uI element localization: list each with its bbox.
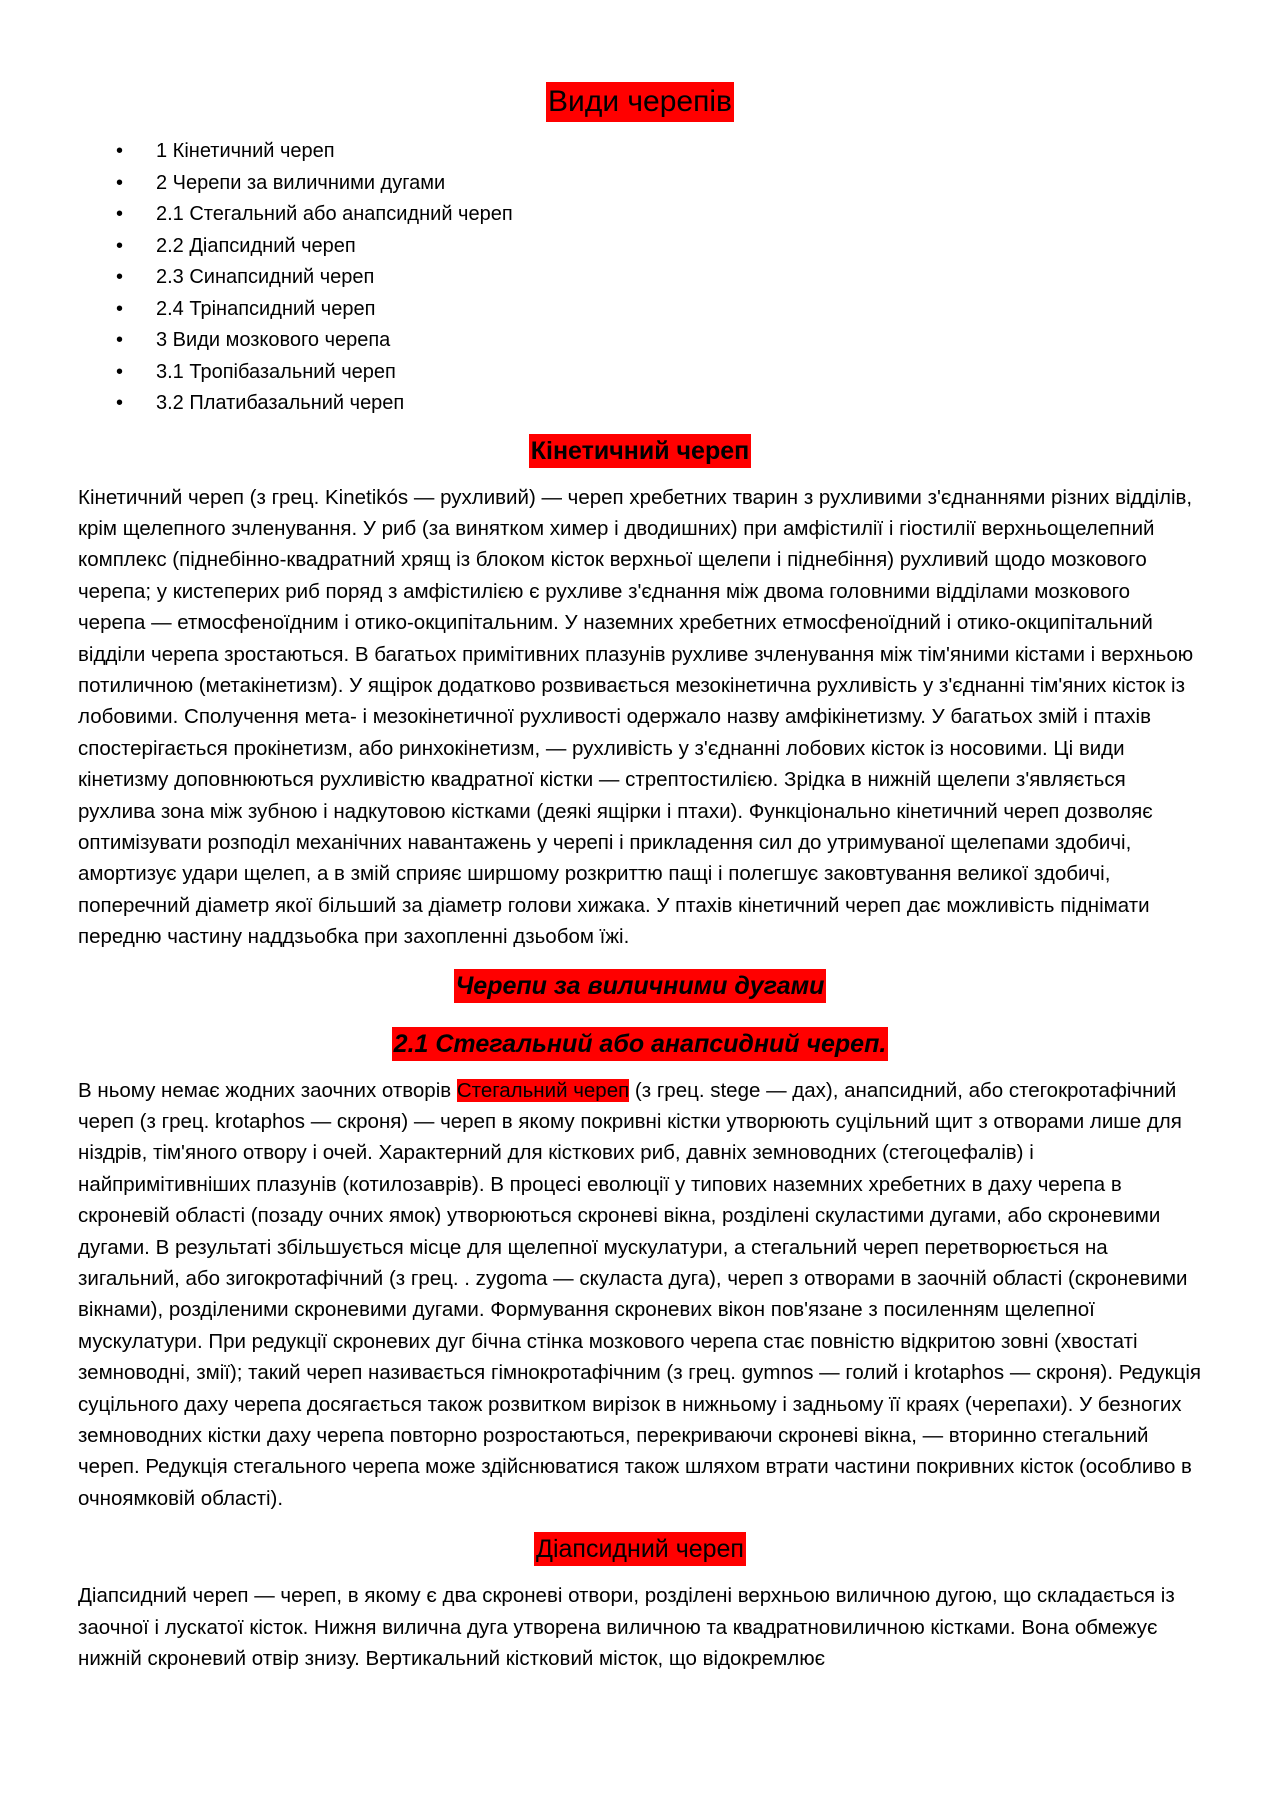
section-heading-diapsid: Діапсидний череп — [534, 1532, 746, 1566]
toc-item[interactable]: • 2.2 Діапсидний череп — [156, 231, 1202, 263]
toc-item[interactable]: • 2.3 Синапсидний череп — [156, 262, 1202, 294]
anapsid-highlight: Стегальний череп — [456, 1078, 630, 1102]
document-page — [78, 0, 1202, 1675]
kinetic-paragraph: Кінетичний череп (з грец. Kinetikós — рухливий) — череп хребетних тварин з рухливими з'єднаннями різних відділів, крім щелепного зчленування. У риб (за винятком химер і дводишних) при амфістилії і гіостилії верхньощелепний комплекс (піднебінно-квадратний хрящ із блоком кісток верхньої щелепи і піднебіння) рухливий щодо мозкового черепа; у кистеперих риб поряд з амфістилією є рухливе з'єднання між двома головними відділами мозкового черепа — етмосфеноїдним і отико-окципітальним. У наземних хребетних етмосфеноїдний і отико-окципітальний відділи черепа зростаються. В багатьох примітивних плазунів рухливе зчленування між тім'яними кістами і верхньою потиличною (метакінетизм). У ящірок додатково розвивається мезокінетична рухливість у з'єднанні тім'яних кісток із лобовими. Сполучення мета- і мезокінетичної рухливості одержало назву амфікінетизму. У багатьох змій і птахів спостерігається прокінетизм, або ринхокінетизм, — рухливість у з'єднанні лобових кісток із носовими. Ці види кінетизму доповнюються рухливістю квадратної кістки — стрептостилією. Зрідка в нижній щелепи з'являється рухлива зона між зубною і надкутовою кістками (деякі ящірки і птахи). Функціонально кінетичний череп дозволяє оптимізувати розподіл механічних навантажень у черепі і прикладення сил до утримуваної щелепами здобичі, амортизує удари щелеп, а в змій сприяє ширшому розкриттю пащі і полегшує заковтування великої здобичі, поперечний діаметр якої більший за діаметр голови хижака. У птахів кінетичний череп дає можливість піднімати передню частину наддзьобка при захопленні дзьобом їжі. — [78, 485, 1194, 949]
section-heading-kinetic: Кінетичний череп — [529, 434, 751, 468]
toc-item[interactable]: • 3 Види мозкового черепа — [156, 325, 1202, 357]
anapsid-heading-wrap — [78, 1027, 1202, 1061]
title-wrap — [78, 0, 1202, 122]
anapsid-paragraph — [78, 1075, 1202, 1515]
zygomatic-heading-wrap — [78, 969, 1202, 1003]
anapsid-text-after: (з грец. stege — дах), анапсидний, або стегокротафічний череп (з грец. krotaphos — скроня) — череп в якому покривні кістки утворюють суцільний щит з отворами лише для ніздрів, тім'яного отвору і очей. Характерний для кісткових риб, давніх земноводних (стегоцефалів) і найпримітивніших плазунів (котилозаврів). В процесі еволюції у типових наземних хребетних в даху черепа в скроневій області (позаду очних ямок) утворюються скроневі вікна, розділені скуластими дугами, або скроневими дугами. В результаті збільшується місце для щелепної мускулатури, а стегальний череп перетворюється на зигальний, або зигокротафічний (з грец. . zygoma — скуласта дуга), череп з отворами в заочній області (скроневими вікнами), розділеними скроневими дугами. Формування скроневих вікон пов'язане з посиленням щелепної мускулатури. При редукції скроневих дуг бічна стінка мозкового черепа стає повністю відкритою зовні (хвостаті земноводні, змії); такий череп називається гімнокротафічним (з грец. gymnos — голий і krotaphos — скроня). Редукція суцільного даху черепа досягається також розвитком вирізок в нижньому і задньому її краях (черепахи). У безногих земноводних кістки даху черепа повторно розростаються, перекриваючи скроневі вікна, — вторинно стегальний череп. Редукція стегального черепа може здійснюватися також шляхом втрати частини покривних кісток (особливо в очноямковій області). — [78, 1078, 1202, 1510]
page-title: Види черепів — [546, 82, 734, 122]
table-of-contents — [78, 136, 1202, 420]
toc-item[interactable]: • 2.4 Трінапсидний череп — [156, 294, 1202, 326]
toc-item[interactable]: • 1 Кінетичний череп — [156, 136, 1202, 168]
diapsid-heading-wrap — [78, 1532, 1202, 1566]
kinetic-heading-wrap — [78, 434, 1202, 468]
anapsid-text-before: В ньому немає жодних заочних отворів — [78, 1078, 457, 1102]
diapsid-paragraph: Діапсидний череп — череп, в якому є два скроневі отвори, розділені верхньою виличною дугою, що складається із заочної і лускатої кісток. Нижня вилична дуга утворена виличною та квадратновиличною кістками. Вона обмежує нижній скроневий отвір знизу. Вертикальний кістковий місток, що відокремлює — [78, 1584, 1175, 1671]
toc-item[interactable]: • 3.1 Тропібазальний череп — [156, 357, 1202, 389]
section-heading-zygomatic: Черепи за виличними дугами — [454, 969, 827, 1003]
toc-item[interactable]: • 2.1 Стегальний або анапсидний череп — [156, 199, 1202, 231]
toc-item[interactable]: • 2 Черепи за виличними дугами — [156, 168, 1202, 200]
section-heading-anapsid: 2.1 Стегальний або анапсидний череп. — [392, 1027, 889, 1061]
toc-item[interactable]: • 3.2 Платибазальний череп — [156, 388, 1202, 420]
